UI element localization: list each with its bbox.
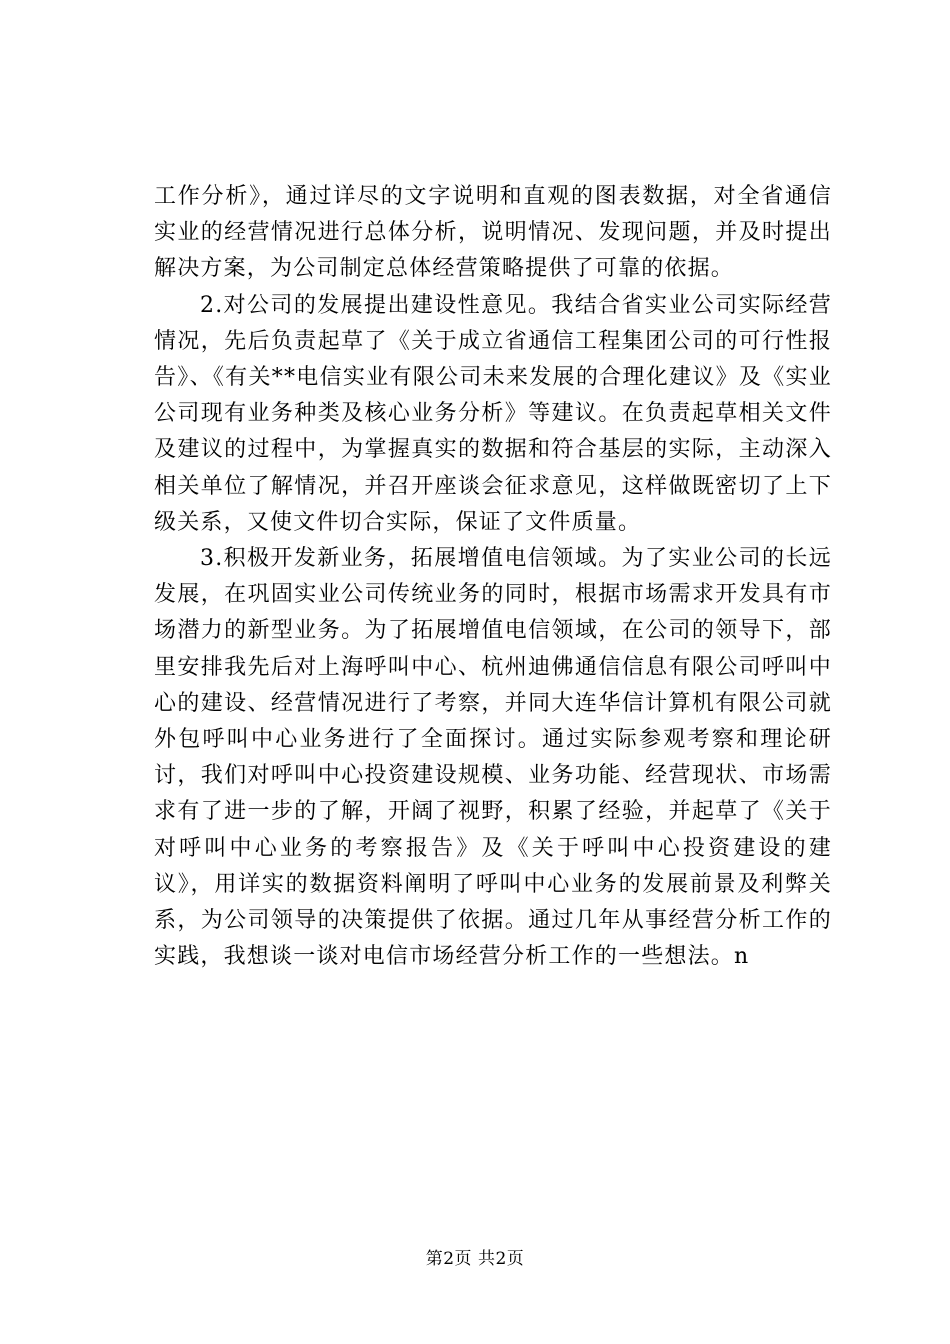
paragraph-continuation: 工作分析》，通过详尽的文字说明和直观的图表数据，对全省通信实业的经营情况进行总体分析，说明情况、发现问题，并及时提出解决方案，为公司制定总体经营策略提供了可靠的依据。 <box>154 184 832 282</box>
page-footer: 第2页 共2页 <box>425 1249 525 1269</box>
document-body <box>154 179 832 975</box>
paragraph-item-2: 2.对公司的发展提出建设性意见。我结合省实业公司实际经营情况，先后负责起草了《关于成立省通信工程集团公司的可行性报告》、《有关**电信实业有限公司未来发展的合理化建议》及《实业公司现有业务种类及核心业务分析》等建议。在负责起草相关文件及建议的过程中，为掌握真实的数据和符合基层的实际，主动深入相关单位了解情况，并召开座谈会征求意见，这样做既密切了上下级关系，又使文件切合实际，保证了文件质量。 <box>154 292 832 535</box>
paragraph-item-3: 3.积极开发新业务，拓展增值电信领域。为了实业公司的长远发展，在巩固实业公司传统业务的同时，根据市场需求开发具有市场潜力的新型业务。为了拓展增值电信领域，在公司的领导下，部里安排我先后对上海呼叫中心、杭州迪佛通信信息有限公司呼叫中心的建设、经营情况进行了考察，并同大连华信计算机有限公司就外包呼叫中心业务进行了全面探讨。通过实际参观考察和理论研讨，我们对呼叫中心投资建设规模、业务功能、经营现状、市场需求有了进一步的了解，开阔了视野，积累了经验，并起草了《关于对呼叫中心业务的考察报告》及《关于呼叫中心投资建设的建议》，用详实的数据资料阐明了呼叫中心业务的发展前景及利弊关系，为公司领导的决策提供了依据。通过几年从事经营分析工作的实践，我想谈一谈对电信市场经营分析工作的一些想法。n <box>154 546 832 970</box>
